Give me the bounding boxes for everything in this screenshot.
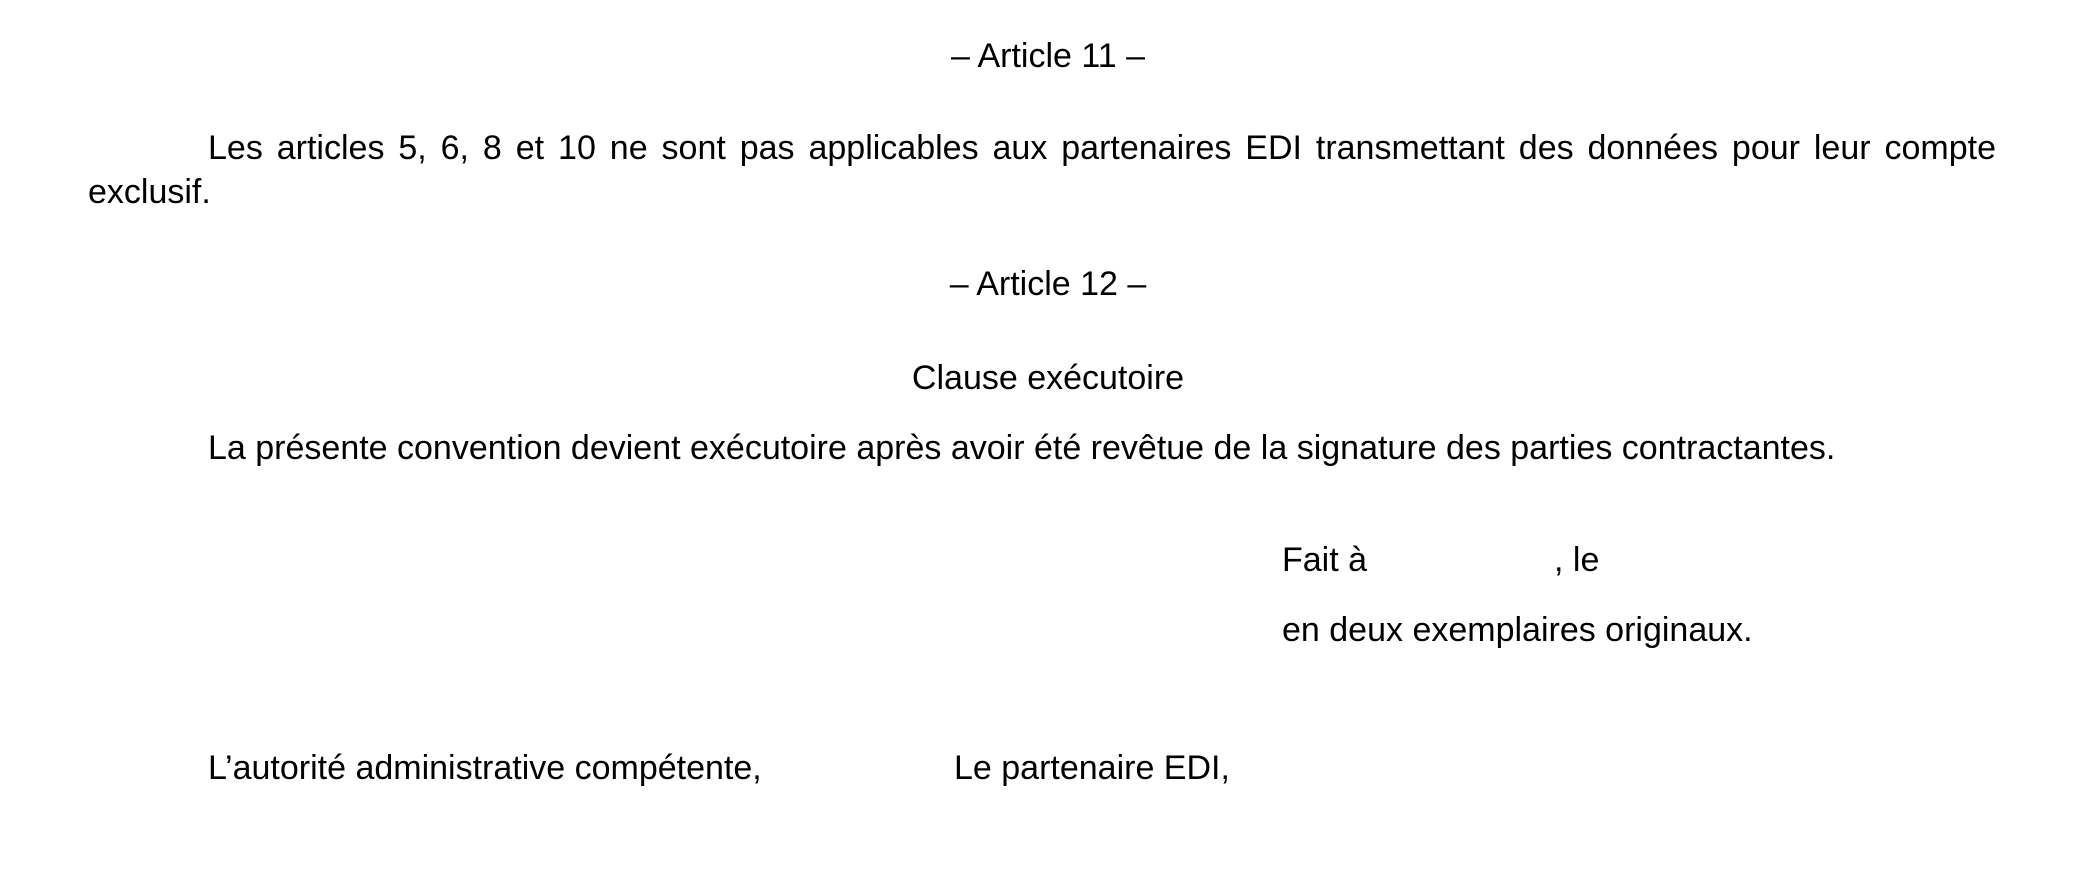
- exemplaires-text: en deux exemplaires originaux.: [1282, 611, 1753, 649]
- signature-authority: L’autorité administrative compétente,: [208, 749, 762, 787]
- signature-partner: Le partenaire EDI,: [954, 749, 1230, 787]
- fait-a-label: Fait à: [1282, 541, 1368, 579]
- article-11-heading: – Article 11 –: [950, 37, 1146, 75]
- article-11-paragraph: Les articles 5, 6, 8 et 10 ne sont pas applicables aux partenaires EDI transmettant des données pour leur compte exclusif.: [88, 129, 1996, 211]
- article-12-paragraph: La présente convention devient exécutoire après avoir été revêtue de la signature des parties contractantes.: [208, 429, 1836, 467]
- article-12-subtitle: Clause exécutoire: [911, 359, 1185, 397]
- date-label: , le: [1554, 541, 1600, 579]
- article-12-heading: – Article 12 –: [949, 265, 1147, 303]
